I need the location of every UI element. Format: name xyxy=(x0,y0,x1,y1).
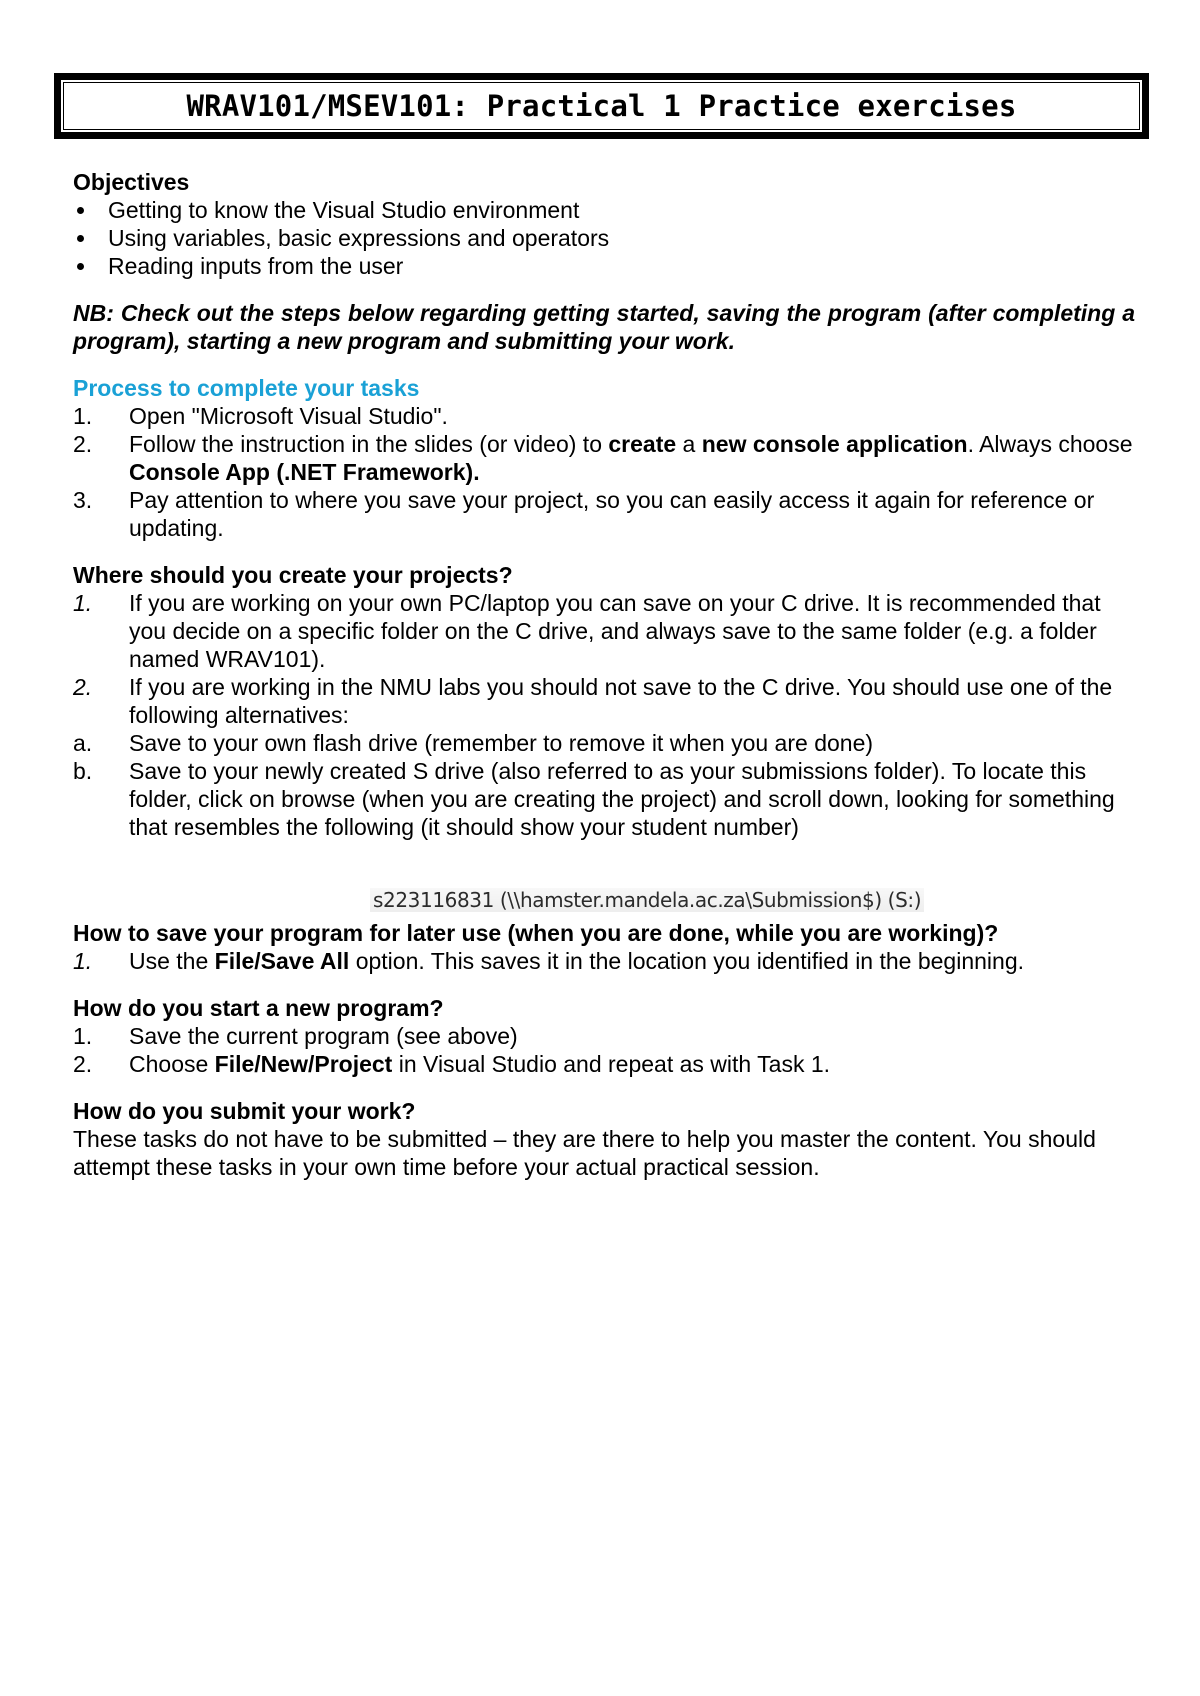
bullet-icon xyxy=(77,235,84,242)
item-text-part: Choose xyxy=(129,1051,215,1077)
step-text-part: . Always choose xyxy=(967,431,1133,457)
bullet-icon xyxy=(77,263,84,270)
step-text-bold: Console App (.NET Framework) xyxy=(129,459,474,485)
list-item xyxy=(73,1022,1135,1050)
objectives-heading: Objectives xyxy=(73,169,190,195)
objective-text: Reading inputs from the user xyxy=(108,253,404,279)
objectives-list xyxy=(73,196,1135,280)
item-text: Save to your newly created S drive (also referred to as your submissions folder). To locate this folder, click on browse (when you are creating the project) and scroll down, looking for something that resembles the following (it should show your student number) xyxy=(129,758,1115,840)
step-text-bold: . xyxy=(473,459,480,485)
step-text: Pay attention to where you save your project, so you can easily access it again for reference or updating. xyxy=(129,487,1095,541)
item-text-part: Use the xyxy=(129,948,215,974)
item-number: 1. xyxy=(73,1023,93,1049)
item-number: b. xyxy=(73,758,93,784)
list-item xyxy=(73,224,1135,252)
submission-path-screenshot xyxy=(73,885,1135,915)
item-number: 2. xyxy=(73,431,93,457)
step-text-bold: new console application xyxy=(701,431,968,457)
list-item xyxy=(73,196,1135,224)
item-text-bold: File/Save All xyxy=(214,948,350,974)
save-heading: How to save your program for later use (when you are done, while you are working)? xyxy=(73,920,999,946)
submit-heading: How do you submit your work? xyxy=(73,1098,416,1124)
item-number: 1. xyxy=(73,590,93,616)
step-text: Open "Microsoft Visual Studio". xyxy=(129,403,448,429)
objective-text: Using variables, basic expressions and operators xyxy=(108,225,610,251)
nb-note: NB: Check out the steps below regarding getting started, saving the program (after completing a program), starting a new program and submitting your work. xyxy=(73,300,1135,354)
item-number: 3. xyxy=(73,487,93,513)
item-text-part: option. This saves it in the location you identified in the beginning. xyxy=(349,948,1024,974)
document-content xyxy=(73,168,1135,1181)
submission-path-text: s223116831 (\\hamster.mandela.ac.za\Submission$) (S:) xyxy=(370,888,924,912)
item-text-bold: File/New/Project xyxy=(214,1051,393,1077)
item-text xyxy=(129,948,1024,974)
step-text-part: Follow the instruction in the slides (or video) to xyxy=(129,431,609,457)
list-item xyxy=(73,729,1135,757)
title-inner-border xyxy=(63,82,1140,130)
process-heading: Process to complete your tasks xyxy=(73,375,420,401)
item-number: 2. xyxy=(73,1051,93,1077)
list-item xyxy=(73,252,1135,280)
item-text: Save the current program (see above) xyxy=(129,1023,518,1049)
list-item xyxy=(73,757,1135,841)
item-number: 1. xyxy=(73,948,93,974)
list-item xyxy=(73,1050,1135,1078)
list-item xyxy=(73,486,1135,542)
list-item xyxy=(73,589,1135,673)
page-title: WRAV101/MSEV101: Practical 1 Practice exercises xyxy=(186,89,1017,123)
item-number: a. xyxy=(73,730,93,756)
step-text-bold: create xyxy=(608,431,677,457)
objective-text: Getting to know the Visual Studio environment xyxy=(108,197,580,223)
list-item xyxy=(73,430,1135,486)
title-box xyxy=(54,73,1149,139)
item-text: Save to your own flash drive (remember to remove it when you are done) xyxy=(129,730,874,756)
list-item xyxy=(73,947,1135,975)
item-text-part: in Visual Studio and repeat as with Task 1. xyxy=(392,1051,831,1077)
item-text xyxy=(129,1051,830,1077)
start-new-heading: How do you start a new program? xyxy=(73,995,444,1021)
item-text: If you are working on your own PC/laptop you can save on your C drive. It is recommended that you decide on a specific folder on the C drive, and always save to the same folder (e.g. a folder named WRAV101). xyxy=(129,590,1101,672)
where-heading: Where should you create your projects? xyxy=(73,562,513,588)
list-item xyxy=(73,673,1135,729)
list-item xyxy=(73,402,1135,430)
step-text xyxy=(129,431,1133,485)
step-text-part: a xyxy=(676,431,702,457)
bullet-icon xyxy=(77,207,84,214)
submit-text: These tasks do not have to be submitted – they are there to help you master the content. You should attempt these tasks in your own time before your actual practical session. xyxy=(73,1126,1096,1180)
item-number: 2. xyxy=(73,674,93,700)
item-text: If you are working in the NMU labs you should not save to the C drive. You should use one of the following alternatives: xyxy=(129,674,1113,728)
item-number: 1. xyxy=(73,403,93,429)
